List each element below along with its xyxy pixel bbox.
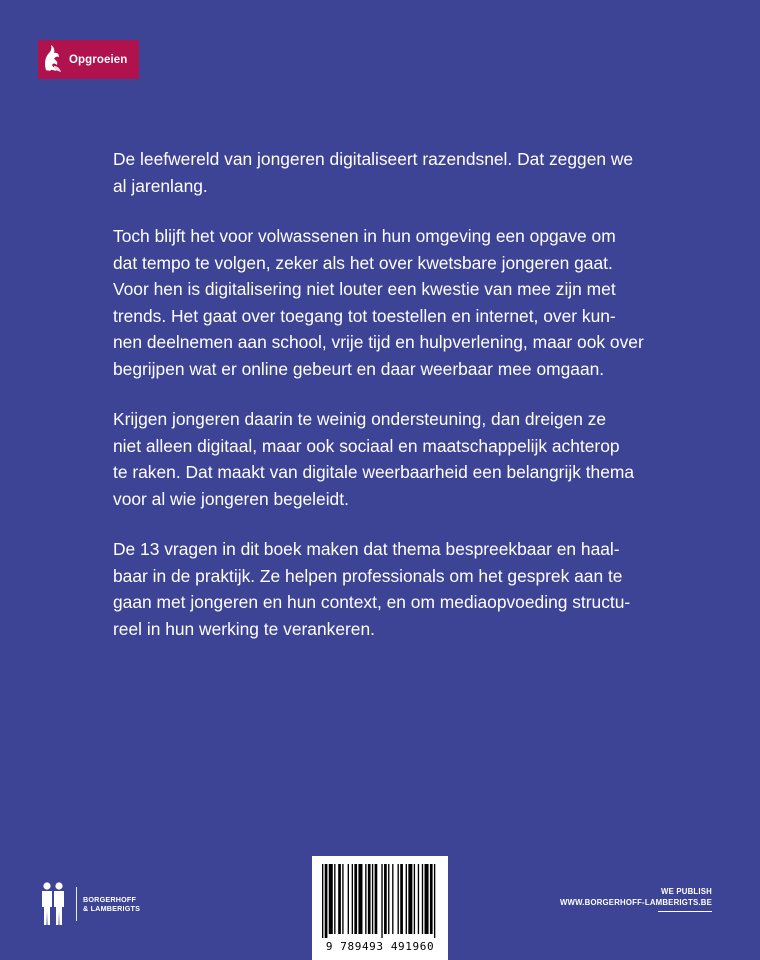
barcode-bar [422, 864, 423, 934]
text-line: De 13 vragen in dit boek maken dat thema bespreekbaar en haal- [113, 539, 620, 559]
barcode-bar [322, 864, 323, 938]
barcode-bar [365, 864, 366, 934]
barcode-bar [398, 864, 399, 934]
isbn-number: 9 789493 491960 [325, 940, 435, 953]
back-cover-text [113, 146, 653, 666]
barcode-bar [358, 864, 362, 934]
paragraph-1 [113, 146, 653, 199]
barcode-bar [434, 864, 435, 938]
text-line: Toch blijft het voor volwassenen in hun omgeving een opgave om [113, 226, 616, 246]
barcode-bar [375, 864, 378, 934]
text-line: De leefwereld van jongeren digitaliseert razendsnel. Dat zeggen we [113, 149, 634, 169]
flemish-lion-icon [40, 40, 66, 79]
publisher-name-line: & LAMBERIGTS [83, 904, 141, 913]
barcode-bar [354, 864, 357, 934]
barcode-bar [372, 864, 373, 934]
text-line: niet alleen digitaal, maar ook sociaal en maatschappelijk achterop [113, 435, 620, 456]
tagline-website: WWW.BORGERHOFF-LAMBERIGTS.BE [560, 898, 712, 907]
barcode-bar [352, 864, 353, 934]
barcode-bar [368, 864, 371, 934]
text-line: begrijpen wat er online gebeurt en daar weerbaar mee omgaan. [113, 358, 605, 379]
text-line: dat tempo te volgen, zeker als het over kwetsbare jongeren gaat. [113, 252, 613, 273]
publisher-divider [76, 887, 77, 921]
tagline-we-publish: WE PUBLISH [661, 887, 712, 896]
paragraph-2 [113, 223, 653, 382]
barcode-bar [406, 864, 407, 934]
publisher-name-line: BORGERHOFF [83, 895, 137, 904]
tagline-underline [658, 911, 712, 912]
text-line: trends. Het gaat over toegang tot toestellen en internet, over kun- [113, 305, 616, 326]
barcode-bar [384, 864, 387, 934]
text-line: gaan met jongeren en hun context, en om mediaopvoeding structu- [113, 592, 631, 612]
text-line: voor al wie jongeren begeleidt. [113, 488, 349, 509]
text-line: nen deelnemen aan school, vrije tijd en hulpverlening, maar ook over [113, 332, 644, 352]
text-line: te raken. Dat maakt van digitale weerbaarheid een belangrijk thema [113, 462, 635, 482]
text-line: Krijgen jongeren daarin te weinig ondersteuning, dan dreigen ze [113, 409, 607, 429]
barcode-bar [400, 864, 403, 934]
barcode-bar [342, 864, 343, 934]
paragraph-4 [113, 536, 653, 642]
barcode-bar [329, 864, 333, 934]
opgroeien-logo [38, 40, 139, 79]
barcode-bar [338, 864, 341, 934]
barcode-bar [414, 864, 415, 934]
text-line: Voor hen is digitalisering niet louter een kwestie van mee zijn met [113, 279, 616, 299]
text-line: al jarenlang. [113, 175, 208, 196]
publisher-logo [38, 880, 140, 928]
barcode-bar [381, 864, 382, 938]
barcode-bar [348, 864, 349, 934]
barcode-bars [322, 864, 438, 938]
barcode-bar [418, 864, 419, 934]
paragraph-3 [113, 406, 653, 512]
text-line: baar in de praktijk. Ze helpen professionals om het gesprek aan te [113, 565, 623, 586]
publisher-tagline [560, 886, 712, 912]
barcode-bar [425, 864, 429, 934]
barcode-bar [388, 864, 389, 934]
two-figures-icon [38, 881, 68, 927]
barcode-bar [392, 864, 393, 934]
opgroeien-logo-text: Opgroeien [69, 53, 128, 66]
barcode-bar [408, 864, 412, 934]
isbn-barcode [312, 856, 448, 960]
barcode-bar [325, 864, 328, 938]
barcode-bar [334, 864, 335, 934]
barcode-bar [430, 864, 433, 934]
text-line: reel in hun werking te verankeren. [113, 618, 375, 639]
publisher-name [83, 895, 140, 913]
